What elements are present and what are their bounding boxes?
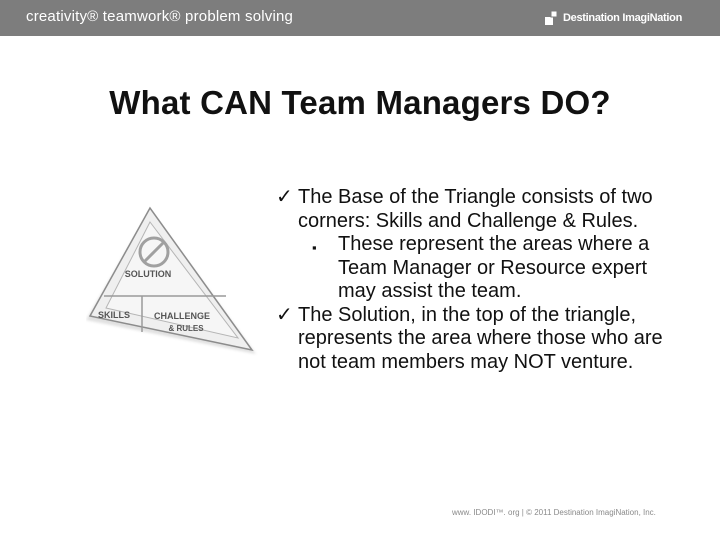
diagram-rules-label: & RULES — [168, 324, 204, 333]
diagram-skills-label: SKILLS — [97, 310, 131, 320]
square-bullet-icon: ▪ — [312, 240, 317, 255]
brand-name: Destination ImagiNation — [563, 12, 682, 24]
slide-title: What CAN Team Managers DO? — [109, 84, 611, 121]
diagram-solution-label: SOLUTION — [124, 269, 172, 279]
sub-bullet-text: These represent the areas where a Team Manager or Resource expert may assist the team. — [338, 233, 650, 302]
bullet-text: The Base of the Triangle consists of two corners: Skills and Challenge & Rules. — [298, 186, 653, 232]
checkmark-icon: ✓ — [276, 303, 293, 326]
footer-credit: www. IDODI™. org | © 2011 Destination ImagiNation, Inc. — [452, 508, 656, 517]
brand-logo — [545, 8, 682, 28]
bullet-list — [276, 186, 696, 374]
bullet-text: The Solution, in the top of the triangle, represents the area where those who are not team members may NOT venture. — [298, 303, 663, 373]
bullet-item — [276, 186, 696, 233]
header-bar — [0, 0, 720, 36]
brand-mark-icon — [545, 11, 559, 25]
sub-bullet-item — [312, 233, 696, 304]
tagline: creativity® teamwork® problem solving — [26, 8, 294, 25]
diagram-challenge-label: CHALLENGE — [154, 311, 210, 321]
checkmark-icon: ✓ — [276, 186, 293, 208]
bullet-item — [276, 304, 696, 375]
triangle-diagram — [86, 204, 278, 364]
